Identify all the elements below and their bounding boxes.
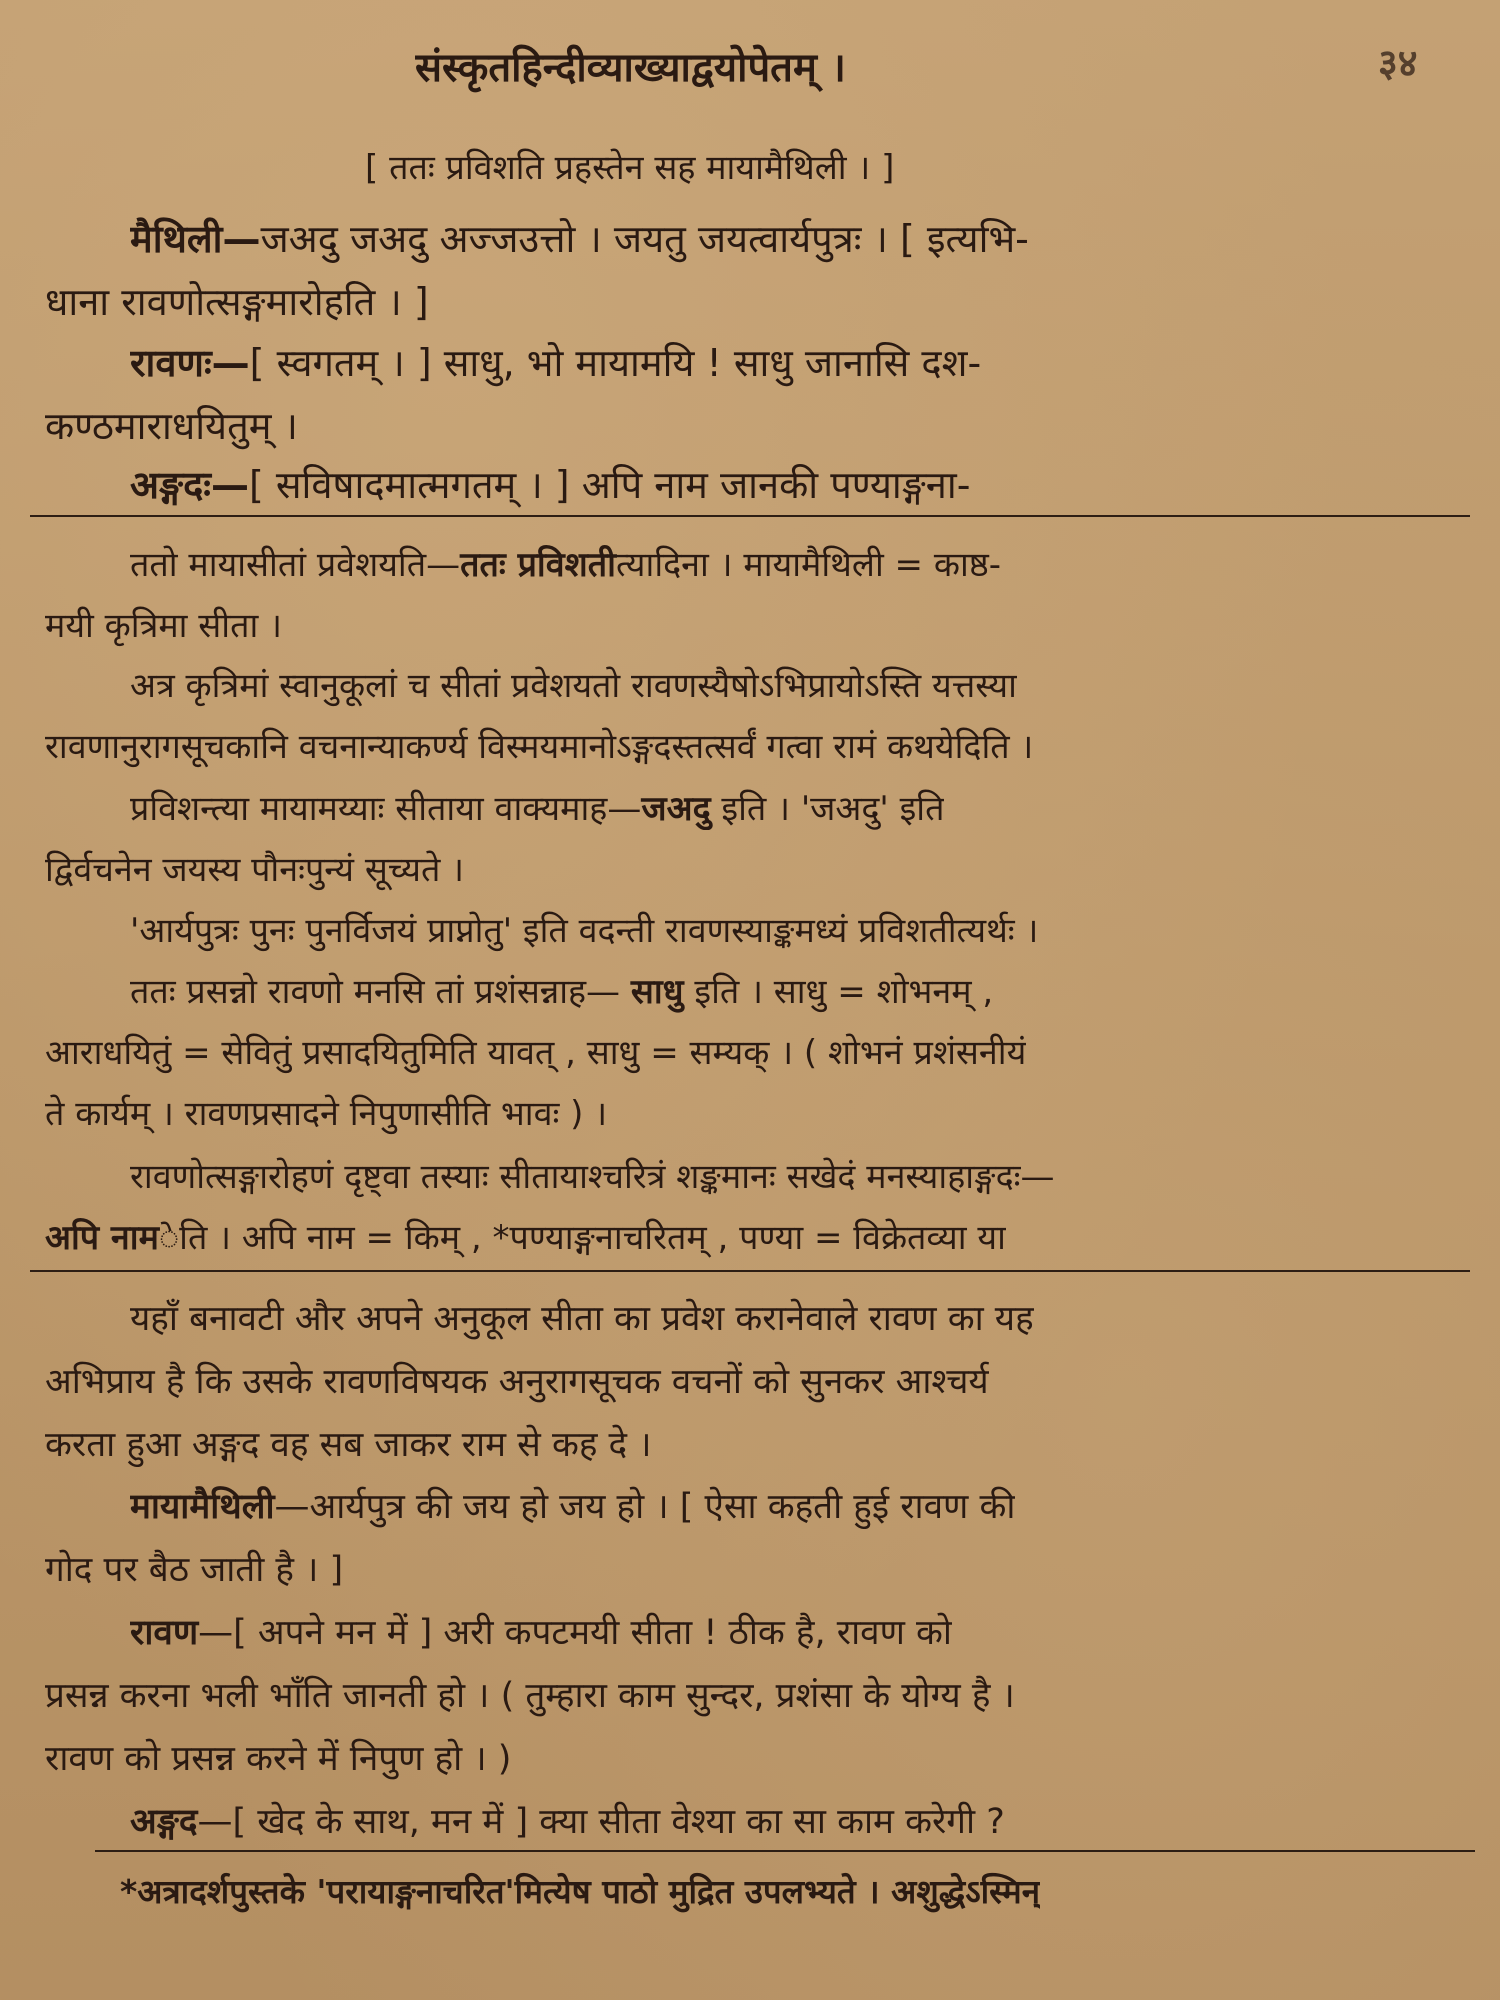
commentary-text: ततो मायासीतां प्रवेशयति— [130,545,461,585]
section-divider-1 [30,515,1470,517]
commentary-text: प्रविशन्त्या मायामय्याः सीताया वाक्यमाह— [130,789,642,829]
footnote-divider [95,1850,1475,1852]
hindi-text: —आर्यपुत्र की जय हो जय हो । [ ऐसा कहती हुई रावण की [274,1487,1016,1527]
verse-line-3-text: [ स्वगतम् । ] साधु, भो मायामयि ! साधु जानासि दश- [249,341,982,385]
speaker-ravana: रावणः— [130,341,250,385]
hindi-commentary-line-5: गोद पर बैठ जाती है । ] [45,1550,344,1590]
speaker-angada-hindi: अङ्गद [130,1802,198,1842]
sanskrit-commentary-line-1 [130,540,1001,586]
sanskrit-commentary-line-9: आराधयितुं = सेवितुं प्रसादयितुमिति यावत् , साधु = सम्यक् । ( शोभनं प्रशंसनीयं [45,1033,1027,1073]
hindi-commentary-line-1: यहाँ बनावटी और अपने अनुकूल सीता का प्रवेश करानेवाले रावण का यह [130,1299,1034,1339]
sanskrit-commentary-line-4: रावणानुरागसूचकानि वचनान्याकर्ण्य विस्मयमानोऽङ्गदस्तत्सर्वं गत्वा रामं कथयेदिति । [45,727,1034,767]
hindi-commentary-line-4 [130,1482,1015,1529]
verse-line-4: कण्ठमाराधयितुम् । [45,404,298,448]
sanskrit-commentary-line-2: मयी कृत्रिमा सीता । [45,606,282,646]
verse-line-2: धाना रावणोत्सङ्गमारोहति । ] [45,280,429,324]
sanskrit-commentary-line-6: द्विर्वचनेन जयस्य पौनःपुन्यं सूच्यते । [45,850,465,890]
sanskrit-commentary-line-11: रावणोत्सङ्गारोहणं दृष्ट्वा तस्याः सीतायाश्चरित्रं शङ्कमानः सखेदं मनस्याहाङ्गदः— [130,1157,1055,1197]
hindi-commentary-line-2: अभिप्राय है कि उसके रावणविषयक अनुरागसूचक वचनों को सुनकर आश्चर्य [45,1362,989,1402]
verse-line-1-text: जअदु जअदु अज्जउत्तो । जयतु जयत्वार्यपुत्रः । [ इत्यभि- [260,217,1029,261]
hindi-commentary-line-8: रावण को प्रसन्न करने में निपुण हो । ) [45,1739,512,1779]
speaker-maithili: मैथिली— [130,217,261,261]
footnote: *अत्रादर्शपुस्तके 'परायाङ्गनाचरित'मित्येष पाठो मुद्रित उपलभ्यते । अशुद्धेऽस्मिन् [120,1872,1041,1911]
hindi-commentary-line-6 [130,1608,952,1655]
speaker-ravana-hindi: रावण [130,1613,199,1653]
commentary-text: ेति । अपि नाम = किम् , *पण्याङ्गनाचरितम् , पण्या = विक्रेतव्या या [158,1218,1006,1258]
sanskrit-commentary-line-10: ते कार्यम् । रावणप्रसादने निपुणासीति भावः ) । [45,1094,608,1134]
hindi-commentary-line-3: करता हुआ अङ्गद वह सब जाकर राम से कह दे । [45,1425,652,1465]
commentary-text: त्यादिना । मायामैथिली = काष्ठ- [615,545,1002,585]
hindi-commentary-line-9 [130,1797,1005,1844]
sanskrit-commentary-line-5 [130,784,944,830]
commentary-keyword: ततः प्रविशती [460,545,616,585]
commentary-text: इति । साधु = शोभनम् , [683,972,994,1012]
sanskrit-commentary-line-3: अत्र कृत्रिमां स्वानुकूलां च सीतां प्रवेशयतो रावणस्यैषोऽभिप्रायोऽस्ति यत्तस्या [130,666,1017,706]
section-divider-2 [30,1270,1470,1272]
stage-direction: [ ततः प्रविशति प्रहस्तेन सह मायामैथिली । ] [365,148,895,188]
commentary-text: इति । 'जअदु' इति [710,789,945,829]
hindi-commentary-line-7: प्रसन्न करना भली भाँति जानती हो । ( तुम्हारा काम सुन्दर, प्रशंसा के योग्य है । [45,1676,1015,1716]
commentary-keyword: साधु [630,972,684,1012]
sanskrit-commentary-line-8 [130,967,993,1013]
verse-line-5-text: [ सविषादमात्मगतम् । ] अपि नाम जानकी पण्याङ्गना- [248,463,971,507]
commentary-keyword: अपि नाम [45,1218,159,1258]
running-header-title: संस्कृतहिन्दीव्याख्याद्वयोपेतम् । [415,45,846,91]
verse-line-5 [130,458,970,510]
verse-line-1 [130,212,1029,264]
verse-line-3 [130,336,981,388]
commentary-text: ततः प्रसन्नो रावणो मनसि तां प्रशंसन्नाह— [130,972,631,1012]
commentary-keyword: जअदु [641,789,711,829]
page-number: ३४ [1378,41,1418,85]
hindi-text: —[ खेद के साथ, मन में ] क्या सीता वेश्या का सा काम करेगी ? [197,1802,1005,1842]
sanskrit-commentary-line-7: 'आर्यपुत्रः पुनः पुनर्विजयं प्राप्नोतु' इति वदन्ती रावणस्याङ्कमध्यं प्रविशतीत्यर्थः । [130,911,1039,951]
sanskrit-commentary-line-12 [45,1213,1006,1259]
speaker-maya-maithili: मायामैथिली [130,1487,275,1527]
hindi-text: —[ अपने मन में ] अरी कपटमयी सीता ! ठीक है, रावण को [198,1613,952,1653]
speaker-angada: अङ्गदः— [130,463,249,507]
